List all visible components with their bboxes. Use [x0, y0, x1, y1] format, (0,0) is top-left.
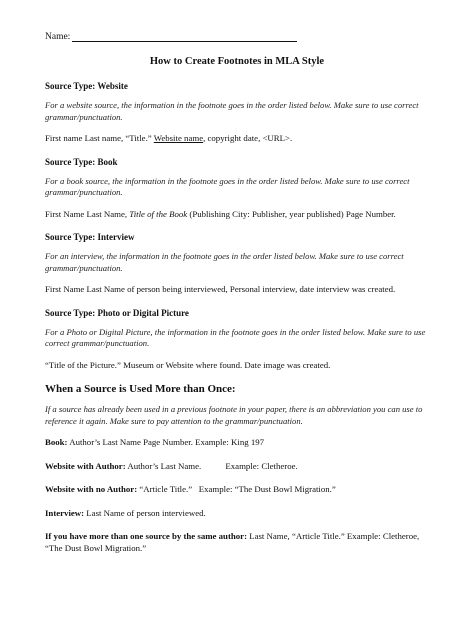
example-text: Author’s Last Name Page Number. Example: King 197 — [67, 437, 265, 447]
section-heading-interview: Source Type: Interview — [45, 232, 135, 242]
format-photo: “Title of the Picture.” Museum or Website where found. Date image was created. — [45, 359, 331, 370]
format-interview: First Name Last Name of person being interviewed, Personal interview, date interview was created. — [45, 284, 396, 294]
instruction-book: For a book source, the information in the footnote goes in the order listed below. Make sure to use correct grammar/punctuation. — [45, 175, 410, 197]
example-website-no-author — [45, 484, 429, 496]
example-text: “Article Title.” Example: “The Dust Bowl Migration.” — [137, 484, 336, 494]
format-website — [45, 133, 429, 145]
instruction-interview: For an interview, the information in the footnote goes in the order listed below. Make sure to use correct grammar/punctuation. — [45, 251, 404, 273]
example-same-author — [45, 531, 429, 554]
instruction-photo: For a Photo or Digital Picture, the information in the footnote goes in the order listed below. Make sure to use correct grammar/punctuation. — [45, 326, 426, 348]
example-label: Website with no Author: — [45, 484, 138, 494]
example-label: Book: — [45, 437, 68, 447]
format-book-part: First Name Last Name, — [45, 208, 130, 219]
format-book-title: Title of the Book — [129, 208, 188, 219]
example-label: Website with Author: — [45, 460, 126, 471]
section-heading-website: Source Type: Website — [45, 81, 128, 91]
section-heading-photo: Source Type: Photo or Digital Picture — [45, 307, 189, 318]
example-interview — [45, 508, 429, 520]
instruction-more-than-once: If a source has already been used in a previous footnote in your paper, there is an abbreviation you can use to reference it again. Make sure to pay attention to the grammar/punctuation. — [45, 404, 423, 426]
instruction-website: For a website source, the information in the footnote goes in the order listed below. Make sure to use correct grammar/punctuation. — [45, 100, 419, 122]
example-label: Interview: — [45, 507, 85, 518]
example-website-author — [45, 461, 429, 473]
page-title: How to Create Footnotes in MLA Style — [149, 56, 325, 67]
format-website-part: First name Last name, “Title.” — [45, 133, 154, 143]
example-book — [45, 437, 429, 449]
format-book-part: (Publishing City: Publisher, year published) Page Number. — [187, 208, 396, 219]
example-text: Last Name, “Article Title.” Example: Cletheroe, “The Dust Bowl Migration.” — [45, 531, 420, 553]
name-label: Name: — [45, 32, 71, 42]
section-heading-book: Source Type: Book — [45, 156, 118, 167]
format-book — [45, 209, 429, 221]
format-website-part: , copyright date, <URL>. — [203, 133, 293, 143]
example-text: Last Name of person interviewed. — [84, 507, 206, 518]
format-website-name: Website name — [153, 133, 204, 143]
example-label: If you have more than one source by the same author: — [45, 531, 247, 541]
example-text: Author’s Last Name. Example: Cletheroe. — [125, 460, 298, 471]
name-blank-line[interactable] — [72, 32, 297, 42]
name-row — [45, 32, 429, 42]
section-heading-more-than-once: When a Source is Used More than Once: — [45, 383, 236, 395]
